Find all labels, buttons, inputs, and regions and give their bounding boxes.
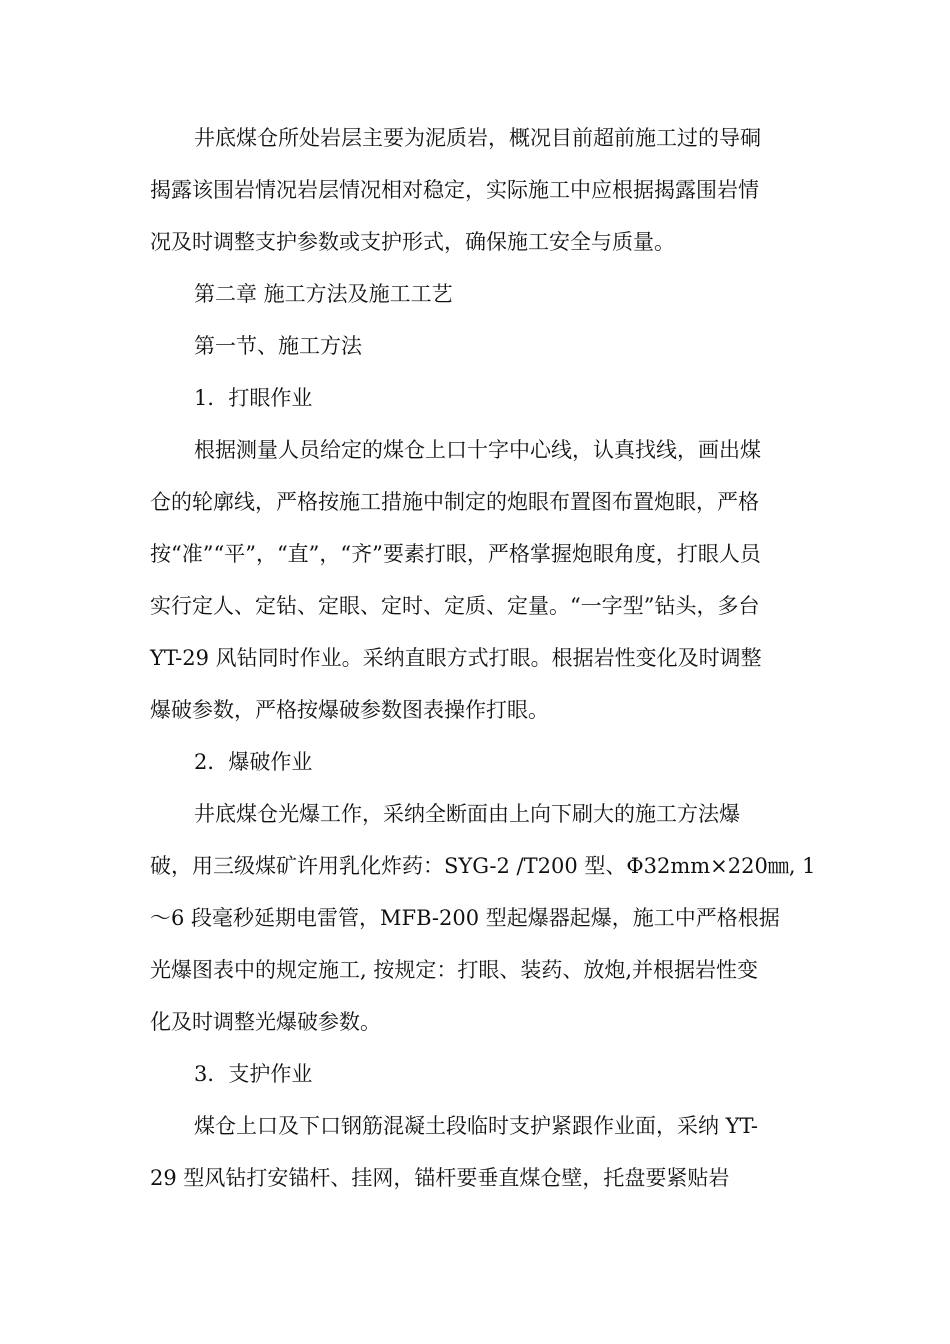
chapter-heading: 第二章 施工方法及施工工艺	[194, 282, 453, 306]
paragraph-line: 揭露该围岩情况岩层情况相对稳定，实际施工中应根据揭露围岩情	[150, 178, 759, 202]
subsection-heading: 1．打眼作业	[194, 386, 313, 410]
paragraph-line: YT-29 风钻同时作业。采纳直眼方式打眼。根据岩性变化及时调整	[150, 646, 762, 670]
paragraph-line: 破，用三级煤矿许用乳化炸药：SYG-2 /T200 型、Φ32mm×220㎜, 1	[150, 854, 816, 878]
paragraph-line: 爆破参数，严格按爆破参数图表操作打眼。	[150, 698, 549, 722]
paragraph-line: 光爆图表中的规定施工, 按规定：打眼、装药、放炮,并根据岩性变	[150, 958, 759, 982]
paragraph-line: 29 型风钻打安锚杆、挂网，锚杆要垂直煤仓壁，托盘要紧贴岩	[150, 1166, 730, 1190]
paragraph-line: 根据测量人员给定的煤仓上口十字中心线，认真找线，画出煤	[194, 438, 761, 462]
paragraph-line: 井底煤仓所处岩层主要为泥质岩，概况目前超前施工过的导硐	[194, 126, 761, 150]
paragraph-line: 井底煤仓光爆工作，采纳全断面由上向下刷大的施工方法爆	[194, 802, 740, 826]
paragraph-line: 按“准”“平”，“直”，“齐”要素打眼，严格掌握炮眼角度，打眼人员	[150, 542, 761, 566]
section-heading: 第一节、施工方法	[194, 334, 362, 358]
subsection-heading: 2．爆破作业	[194, 750, 313, 774]
paragraph-line: ～6 段毫秒延期电雷管，MFB-200 型起爆器起爆，施工中严格根据	[150, 906, 780, 930]
paragraph-line: 化及时调整光爆破参数。	[150, 1010, 381, 1034]
paragraph-line: 实行定人、定钻、定眼、定时、定质、定量。“一字型”钻头，多台	[150, 594, 760, 618]
subsection-heading: 3．支护作业	[194, 1062, 313, 1086]
paragraph-line: 煤仓上口及下口钢筋混凝土段临时支护紧跟作业面，采纳 YT-	[194, 1114, 758, 1138]
paragraph-line: 况及时调整支护参数或支护形式，确保施工安全与质量。	[150, 230, 675, 254]
paragraph-line: 仓的轮廓线，严格按施工措施中制定的炮眼布置图布置炮眼，严格	[150, 490, 759, 514]
